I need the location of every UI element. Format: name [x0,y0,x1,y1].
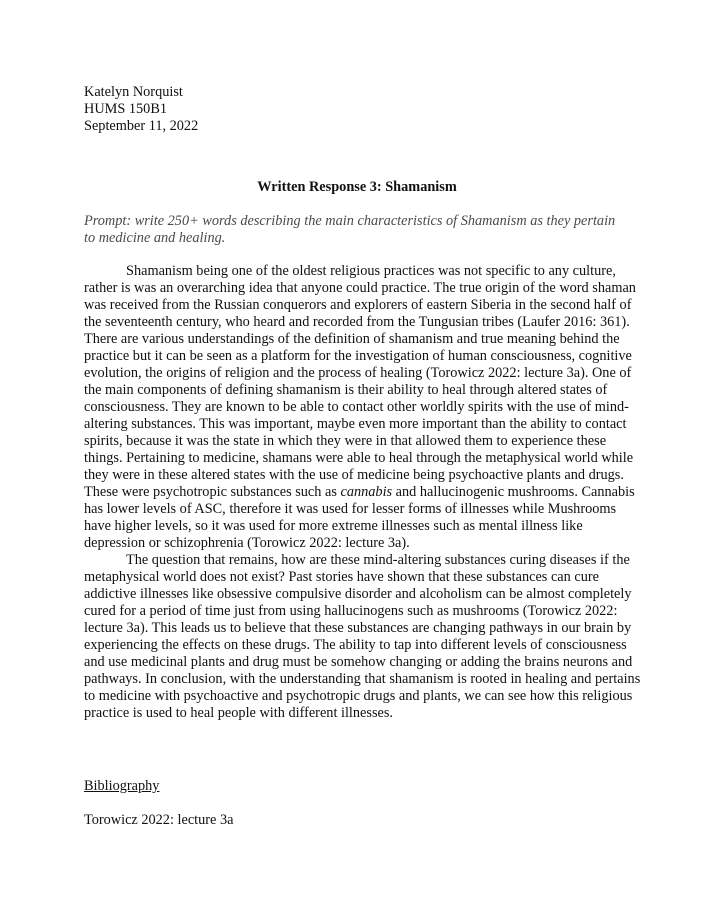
paragraph-line: spirits, because it was the state in which they were in that allowed them to experience these [84,433,607,449]
text-run: and hallucinogenic mushrooms. Cannabis [392,484,635,500]
document-title: Written Response 3: Shamanism [257,179,457,195]
prompt-line: write 250+ words describing the main characteristics of Shamanism as they pertain [131,213,616,229]
paragraph-line: to medicine with psychoactive and psychotropic drugs and plants, we can see how this religious [84,688,633,704]
bibliography-entry: Torowicz 2022: lecture 3a [84,812,234,828]
prompt-block [84,213,615,247]
paragraph-line: was received from the Russian conquerors and explorers of eastern Siberia in the second half of [84,297,632,313]
prompt-label: Prompt: [84,213,132,229]
paragraph-line: and use medicinal plants and drug must be somehow changing or adding the brains neurons and [84,654,633,670]
paragraph-line: There are various understandings of the definition of shamanism and true meaning behind the [84,331,620,347]
paragraph-line: depression or schizophrenia (Torowicz 2022: lecture 3a). [84,535,410,551]
paragraph-line: practice but it can be seen as a platform for the investigation of human consciousness, cognitive [84,348,632,364]
paragraph-line: rather is was an overarching idea that anyone could practice. The true origin of the word shaman [84,280,636,296]
paragraph-line: addictive illnesses like obsessive compulsive disorder and alcoholism can be almost completely [84,586,632,602]
paragraph-line: cured for a period of time just from using hallucinogens such as mushrooms (Torowicz 2022: [84,603,618,619]
paragraph-line [84,484,640,501]
paragraph-line: the seventeenth century, who heard and recorded from the Tungusian tribes (Laufer 2016: 361). [84,314,630,330]
author-name: Katelyn Norquist [84,84,183,100]
response-body [84,263,640,722]
document-header [84,84,198,135]
paragraph-line: the main components of defining shamanism is their ability to heal through altered states of [84,382,608,398]
paragraph-line: pathways. In conclusion, with the understanding that shamanism is rooted in healing and pertains [84,671,641,687]
paragraph-line: altering substances. This was important, maybe even more important than the ability to contact [84,416,627,432]
paragraph-line: evolution, the origins of religion and the process of healing (Torowicz 2022: lecture 3a). One of [84,365,632,381]
paragraph-line: practice is used to heal people with different illnesses. [84,705,394,721]
paragraph-line: consciousness. They are known to be able to contact other worldly spirits with the use of mind- [84,399,629,415]
paragraph-line: have higher levels, so it was used for more extreme illnesses such as mental illness like [84,518,583,534]
bibliography-heading: Bibliography [84,778,160,794]
paragraph-line: Shamanism being one of the oldest religious practices was not specific to any culture, [126,263,616,279]
document-date: September 11, 2022 [84,118,199,134]
paragraph-line: experiencing the effects on these drugs. The ability to tap into different levels of consciousness [84,637,627,653]
course-code: HUMS 150B1 [84,101,168,117]
paragraph-line: lecture 3a). This leads us to believe that these substances are changing pathways in our brain by [84,620,632,636]
text-run: These were psychotropic substances such as [84,484,341,500]
paragraph-line: has lower levels of ASC, therefore it was used for lesser forms of illnesses while Mushrooms [84,501,617,517]
paragraph-line: they were in these altered states with the use of medicine being psychoactive plants and drugs. [84,467,624,483]
prompt-line: to medicine and healing. [84,230,226,246]
paragraph-line: The question that remains, how are these mind-altering substances curing diseases if the [126,552,630,568]
italic-term: cannabis [340,484,393,500]
paragraph-line: things. Pertaining to medicine, shamans were able to heal through the metaphysical world while [84,450,634,466]
paragraph-line: metaphysical world does not exist? Past stories have shown that these substances can cure [84,569,599,585]
